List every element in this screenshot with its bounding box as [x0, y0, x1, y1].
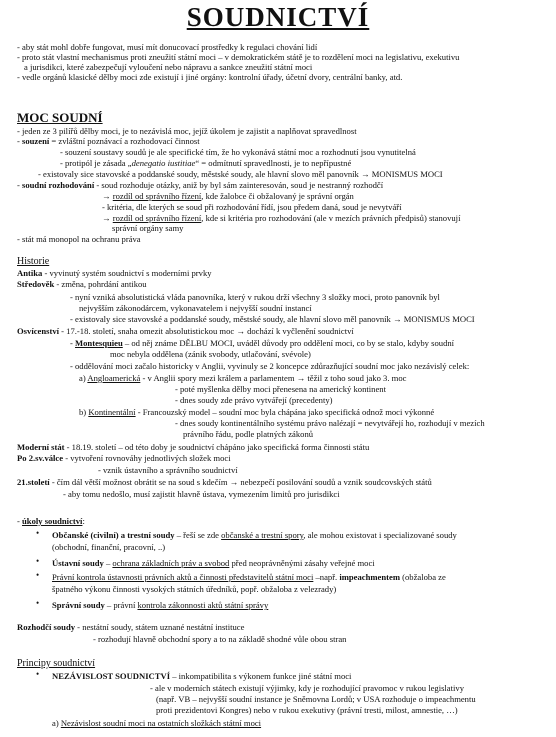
princip-1-line-2: - ale v moderních státech existují výjimky, kdy je rozhodující pravomoc v rukou legislativy	[150, 683, 464, 693]
ukol-1: Občanské (civilní) a trestní soudy – řeší se zde občanské a trestní spory, ale mohou existovat i specializované soudy	[52, 530, 457, 540]
section-heading-ukoly: - úkoly soudnictví:	[17, 516, 85, 526]
intro-line-4: - vedle orgánů klasické dělby moci zde existují i jiné orgány: kontrolní úřady, účetní dvory, centrální banky, atd.	[17, 72, 403, 82]
moc-line-4: - protipól je zásada „denegatio iustitiae“ = odmítnutí spravedlnosti, je to nepřípustné	[60, 158, 352, 168]
historie-koncepce: - oddělování moci začalo historicky v Anglii, vyvinuly se 2 koncepce zdůrazňující soudní moc jako nezávislý celek:	[70, 361, 470, 371]
historie-angloamericka-1: a) Angloamerická - v Anglii spory mezi králem a parlamentem → těžil z toho soud jako 3. moc	[79, 373, 407, 383]
historie-stredovek: Středověk - změna, pohrdání antikou	[17, 279, 147, 289]
bullet-icon: •	[36, 556, 40, 566]
princip-1: NEZÁVISLOST SOUDNICTVÍ – inkompatibilita s výkonem funkce jiné státní moci	[52, 671, 352, 681]
section-heading-principy: Principy soudnictví	[17, 658, 96, 669]
historie-angloamericka-2: - poté myšlenka dělby moci přenesena na americký kontinent	[175, 384, 386, 394]
bullet-icon: •	[36, 669, 40, 679]
moc-line-2: - souzení = zvláštní poznávací a rozhodovací činnost	[17, 136, 200, 146]
ukol-4: Správní soudy – právní kontrola zákonnosti aktů státní správy	[52, 600, 269, 610]
moc-line-10: správní orgány samy	[112, 223, 184, 233]
moc-line-8: - kritéria, dle kterých se soud při rozhodování řídí, jsou předem daná, soud je nevytváří	[102, 202, 402, 212]
ukol-3-cont: špatného výkonu činnosti vysokých státních úředníků, popř. obžaloba z velezrady)	[52, 584, 337, 594]
historie-21-stoleti-2: - aby tomu nedošlo, musí zajistit hlavně ústava, vymezením limitů pro jurisdikci	[63, 489, 340, 499]
moc-line-7: → rozdíl od správního řízení, kde žalobce či obžalovaný je správní orgán	[102, 191, 354, 201]
bullet-icon: •	[36, 528, 40, 538]
historie-moderni-stat: Moderní stát - 18.19. století – od této doby je soudnictví chápáno jako specifická forma činnosti státu	[17, 442, 370, 452]
ukol-2: Ústavní soudy – ochrana základních práv a svobod před neoprávněnými zásahy veřejné moci	[52, 558, 375, 568]
historie-po-valce: Po 2.sv.válce - vytvoření rovnováhy jednotlivých složek moci	[17, 453, 231, 463]
rozhodci-soudy: Rozhodčí soudy - nestátní soudy, státem uznané nestátní instituce	[17, 622, 245, 632]
historie-stredovek-1: - nyní vzniká absolutistická vláda panovníka, který v rukou drží všechny 3 složky moci, proto panovník byl	[70, 292, 440, 302]
historie-po-valce-2: - vznik ústavního a správního soudnictví	[98, 465, 238, 475]
ukol-3: Právní kontrola ústavnosti právních aktů a činnosti představitelů státní moci –např. impeachmentem (obžaloba ze	[52, 572, 446, 582]
moc-line-3: - souzení soustavy soudů je ale specifické tím, že ho vykonává státní moc a rozhodnutí jsou vynutitelná	[60, 147, 416, 157]
ukol-1-cont: (obchodní, finanční, pracovní, ..)	[52, 542, 166, 552]
intro-line-1: - aby stát mohl dobře fungovat, musí mít donucovací prostředky k regulaci chování lidí	[17, 42, 318, 52]
historie-stredovek-3: - existovaly sice stavovské a poddanské soudy, městské soudy, ale hlavní slovo měl panovník → MONISMUS MOCI	[70, 314, 475, 324]
historie-antika: Antika - vyvinutý systém soudnictví s moderními prvky	[17, 268, 212, 278]
intro-line-3: a jurisdikci, které zabezpečují vyloučení nebo nápravu a sankce zneužití státní moci	[24, 62, 313, 72]
moc-line-5: - existovaly sice stavovské a poddanské soudy, městské soudy, ale hlavní slovo měl panovník → MONISMUS MOCI	[38, 169, 443, 179]
intro-line-2: - proto stát vlastní mechanismus proti zneužití státní moci – v demokratickém státě je to rozdělení moci na legislativu, exekutivu	[17, 52, 460, 62]
moc-line-1: - jeden ze 3 pilířů dělby moci, je to nezávislá moc, jejíž úkolem je zajistit a naplňovat spravedlnost	[17, 126, 357, 136]
bullet-icon: •	[36, 598, 40, 608]
moc-line-11: - stát má monopol na ochranu práva	[17, 234, 141, 244]
historie-osvicenstvi: Osvícenství - 17.-18. století, snaha omezit absolutistickou moc → dochází k vyčlenění soudnictví	[17, 326, 354, 336]
rozhodci-soudy-2: - rozhodují hlavně obchodní spory a to na základě shodné vůle obou stran	[93, 634, 347, 644]
historie-kontinentalni-3: právního řádu, podle platných zákonů	[183, 429, 314, 439]
historie-stredovek-2: nejvyšším zákonodárcem, vykonavatelem i nejvyšší soudní instancí	[79, 303, 312, 313]
moc-line-9: → rozdíl od správního řízení, kde si kritéria pro rozhodování (ale v mezích právních předpisů) stanovují	[102, 213, 461, 223]
historie-kontinentalni-2: - dnes soudy kontinentálního systému právo nalézají = nevytvářejí ho, rozhodují v mezích	[175, 418, 485, 428]
historie-montesquieu-1: - Montesquieu – od něj známe DĚLBU MOCI, uváděl důvody pro oddělení moci, co by se stalo, kdyby soudní	[70, 338, 455, 348]
moc-line-6: - soudní rozhodování - soud rozhoduje otázky, aniž by byl sám zainteresován, soud je nestranný rozhodčí	[17, 180, 384, 190]
historie-kontinentalni-1: b) Kontinentální - Francouzský model – soudní moc byla chápána jako specifická odnož moci výkonné	[79, 407, 435, 417]
document-title: SOUDNICTVÍ	[186, 2, 370, 32]
section-heading-historie: Historie	[17, 256, 50, 267]
historie-21-stoleti: 21.století - čím dál větší možnost obrátit se na soud s kdečím → nebezpečí posilování soudů a vznik soudcovských států	[17, 477, 432, 487]
historie-montesquieu-2: moc nebyla oddělena (zánik svobody, utlačování, svévole)	[110, 349, 311, 359]
princip-1-line-4: proti prezidentovi Kongres) nebo v rukou exekutivy (právní tresti, milost, amnestie, …)	[156, 705, 458, 715]
section-heading-moc-soudni: MOC SOUDNÍ	[17, 110, 103, 125]
princip-1-line-3: (např. VB – nejvyšší soudní instance je Sněmovna Lordů; v USA rozhoduje o impeachmentu	[156, 694, 476, 704]
bullet-icon: •	[36, 570, 40, 580]
princip-1-a: a) Nezávislost soudní moci na ostatních složkách státní moci	[52, 718, 262, 728]
historie-angloamericka-3: - dnes soudy zde právo vytvářejí (precedenty)	[175, 395, 333, 405]
